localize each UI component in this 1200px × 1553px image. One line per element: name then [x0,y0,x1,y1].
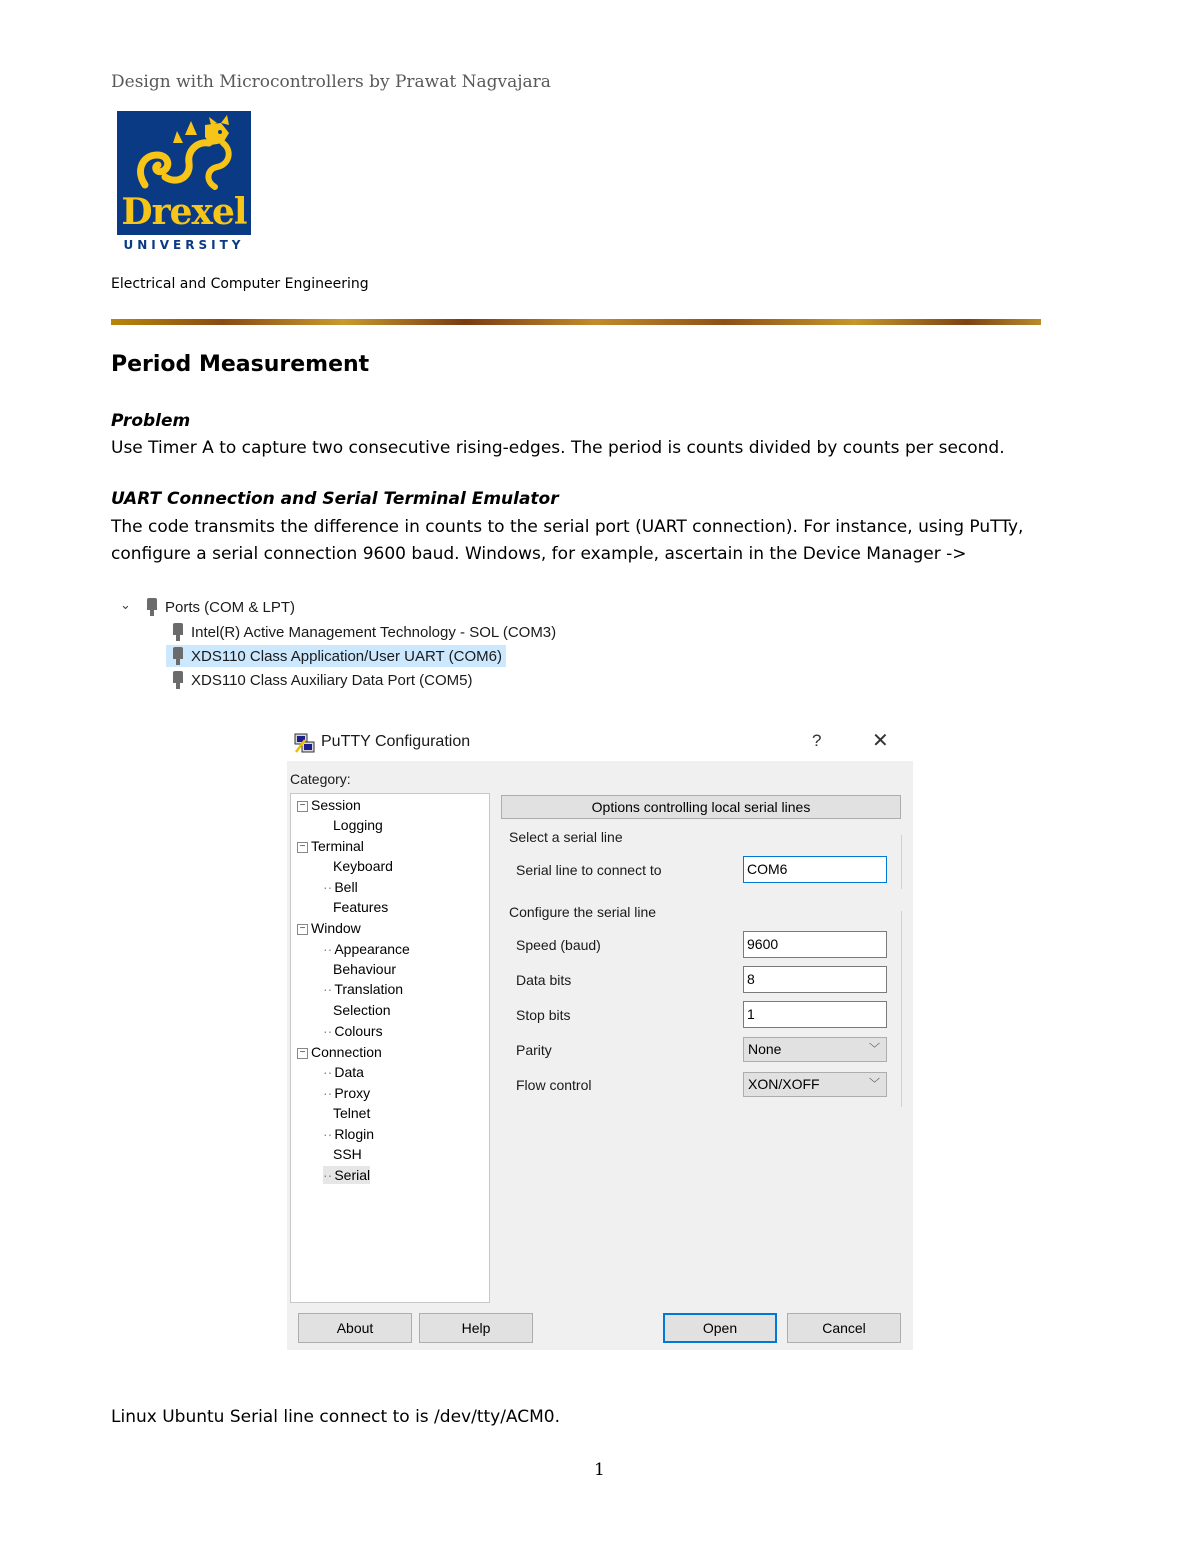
collapse-icon[interactable]: − [297,801,308,812]
parity-select[interactable]: None ﹀ [743,1037,887,1062]
flow-control-label: Flow control [516,1077,592,1093]
page-title: Period Measurement [111,352,370,377]
port-icon [171,671,185,689]
collapse-icon[interactable]: − [297,1048,308,1059]
cancel-button[interactable]: Cancel [787,1313,901,1343]
ports-group-label: Ports (COM & LPT) [165,598,296,616]
putty-config-window [287,725,913,1350]
tree-rlogin[interactable]: ·· Rlogin [323,1126,375,1142]
device-item-label: XDS110 Class Auxiliary Data Port (COM5) [191,671,473,689]
tree-bell[interactable]: ·· Bell [323,879,358,895]
port-icon [171,623,185,641]
parity-label: Parity [516,1042,552,1058]
tree-data[interactable]: ·· Data [323,1064,364,1080]
speed-label: Speed (baud) [516,937,601,953]
speed-input[interactable]: 9600 [743,931,887,958]
serial-line-input[interactable]: COM6 [743,856,887,883]
drexel-logo [117,111,251,255]
tree-connection[interactable]: − Connection [297,1043,382,1061]
group-divider [901,911,902,1107]
chevron-down-icon[interactable]: ⌄ [120,598,131,613]
tree-appearance[interactable]: ·· Appearance [323,941,410,957]
device-item-label: Intel(R) Active Management Technology - SOL (COM3) [191,623,557,641]
running-header: Design with Microcontrollers by Prawat Nagvajara [111,72,551,92]
tree-ssh[interactable]: SSH [333,1146,362,1162]
tree-telnet[interactable]: Telnet [333,1105,371,1121]
chevron-down-icon: ﹀ [869,1043,880,1055]
open-button[interactable]: Open [663,1313,777,1343]
group-divider [901,835,902,889]
title-bar [287,725,913,761]
department-name: Electrical and Computer Engineering [111,276,369,292]
tree-serial-selected[interactable]: ·· Serial [323,1167,371,1183]
uart-heading: UART Connection and Serial Terminal Emulator [111,489,559,509]
tree-colours[interactable]: ·· Colours [323,1023,383,1039]
problem-text: Use Timer A to capture two consecutive rising-edges. The period is counts divided by counts per second. [111,438,1005,458]
close-icon[interactable]: ✕ [872,730,889,752]
device-item-selected[interactable] [166,645,506,667]
flow-control-select[interactable]: XON/XOFF ﹀ [743,1072,887,1097]
uart-text: The code transmits the difference in counts to the serial port (UART connection). For instance, using PuTTy, configure a serial connection 9600 baud. Windows, for example, ascertain in the Device Manager -> [111,517,1024,564]
panel-header: Options controlling local serial lines [501,795,901,819]
tree-logging[interactable]: Logging [333,817,383,833]
device-item[interactable] [171,621,556,643]
tree-window[interactable]: − Window [297,919,361,937]
tree-translation[interactable]: ·· Translation [323,981,404,997]
collapse-icon[interactable]: − [297,924,308,935]
help-icon[interactable]: ? [812,731,822,750]
ports-group[interactable] [145,596,295,618]
device-item-label: XDS110 Class Application/User UART (COM6) [191,647,502,665]
configure-group-label: Configure the serial line [509,904,657,920]
chevron-down-icon: ﹀ [869,1078,880,1090]
stop-bits-input[interactable]: 1 [743,1001,887,1028]
page-number: 1 [594,1460,605,1480]
device-item[interactable] [171,669,472,691]
serial-line-label: Serial line to connect to [516,862,662,878]
tree-keyboard[interactable]: Keyboard [333,858,393,874]
about-button[interactable]: About [298,1313,412,1343]
tree-features[interactable]: Features [333,899,389,915]
help-button[interactable]: Help [419,1313,533,1343]
data-bits-label: Data bits [516,972,572,988]
linux-note: Linux Ubuntu Serial line connect to is /dev/tty/ACM0. [111,1407,561,1427]
select-line-group-label: Select a serial line [509,829,623,845]
port-icon [171,647,185,665]
logo-wordmark: Drexel [121,191,247,233]
tree-session[interactable]: − Session [297,796,361,814]
problem-heading: Problem [111,411,191,431]
collapse-icon[interactable]: − [297,842,308,853]
tree-selection[interactable]: Selection [333,1002,391,1018]
category-tree[interactable] [290,793,490,1303]
putty-icon [293,731,317,755]
logo-subtitle: UNIVERSITY [123,238,245,252]
tree-behaviour[interactable]: Behaviour [333,961,397,977]
decorative-rule [111,319,1041,325]
dragon-icon [125,115,243,197]
window-title: PuTTY Configuration [321,733,471,750]
tree-terminal[interactable]: − Terminal [297,837,364,855]
tree-proxy[interactable]: ·· Proxy [323,1085,371,1101]
data-bits-input[interactable]: 8 [743,966,887,993]
category-label: Category: [290,771,351,787]
stop-bits-label: Stop bits [516,1007,571,1023]
port-icon [145,598,159,616]
